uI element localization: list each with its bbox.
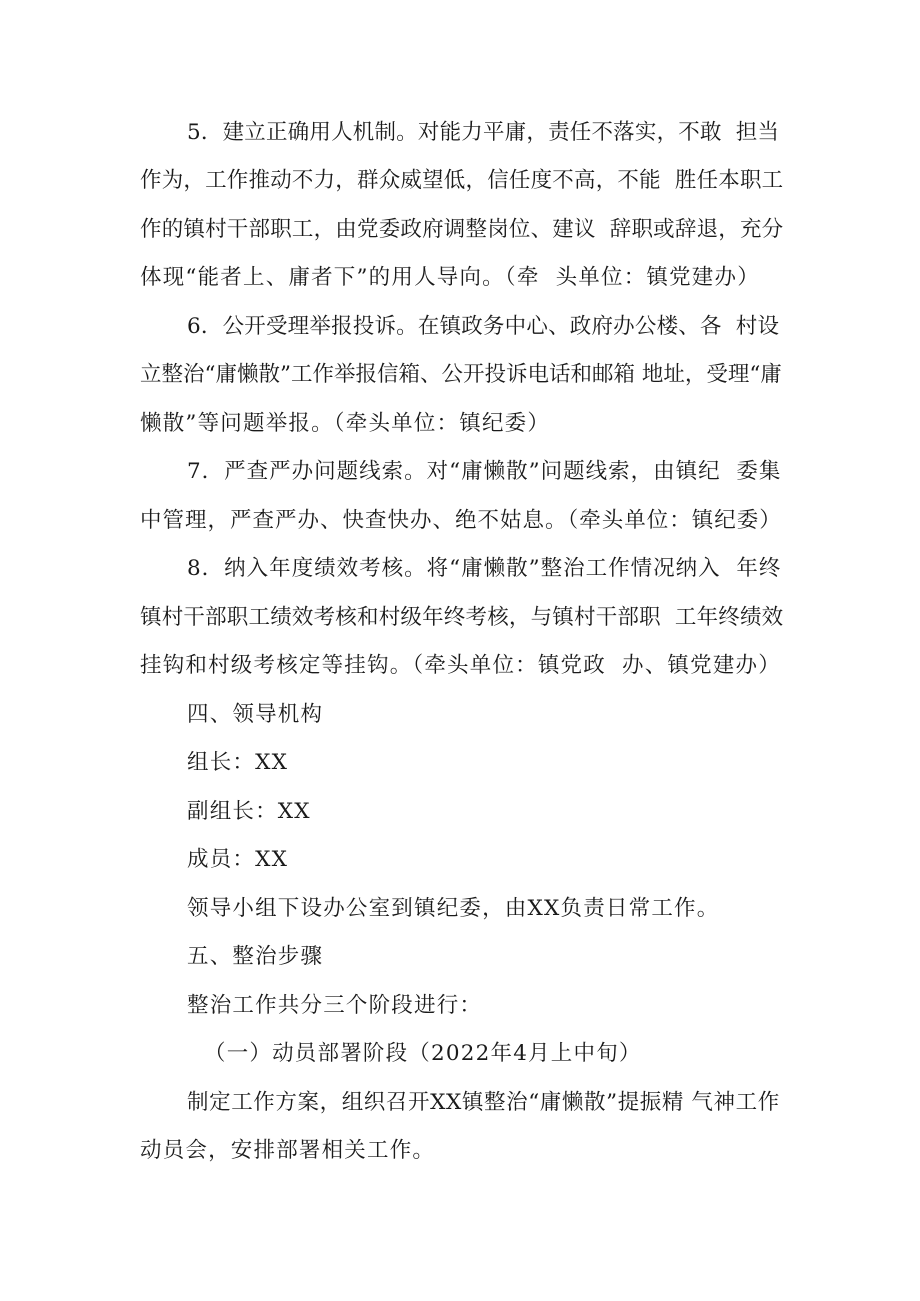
item-8-line-1: 8．纳入年度绩效考核。将“庸懒散”整治工作情况纳入 年终 <box>187 556 782 581</box>
item-5-line-3: 作的镇村干部职工，由党委政府调整岗位、建议 辞职或辞退，充分 <box>140 217 784 242</box>
members-line: 成员：XX <box>187 847 289 872</box>
item-5-line-2: 作为，工作推动不力，群众威望低，信任度不高，不能 胜任本职工 <box>140 168 784 193</box>
item-7-line-2: 中管理，严查严办、快查快办、绝不姑息。（牵头单位：镇纪委） <box>140 508 782 533</box>
item-6-line-1: 6．公开受理举报投诉。在镇政务中心、政府办公楼、各 村设 <box>187 314 780 339</box>
phase-1-body-line-2: 动员会，安排部署相关工作。 <box>140 1138 436 1163</box>
section-4-heading: 四、领导机构 <box>187 702 324 727</box>
item-5-line-1: 5．建立正确用人机制。对能力平庸，责任不落实，不敢 担当 <box>187 120 780 145</box>
leader-line: 组长：XX <box>187 750 289 775</box>
item-5-line-4: 体现“能者上、庸者下”的用人导向。（牵 头单位：镇党建办） <box>140 265 760 290</box>
phase-1-heading: （一）动员部署阶段（2022年4月上中旬） <box>204 1041 642 1066</box>
phases-intro: 整治工作共分三个阶段进行： <box>187 993 483 1018</box>
office-note: 领导小组下设办公室到镇纪委，由XX负责日常工作。 <box>187 896 720 921</box>
phase-1-body-line-1: 制定工作方案，组织召开XX镇整治“庸懒散”提振精 气神工作 <box>187 1090 780 1115</box>
item-8-line-3: 挂钩和村级考核定等挂钩。（牵头单位：镇党政 办、镇党建办） <box>140 653 781 678</box>
item-6-line-2: 立整治“庸懒散”工作举报信箱、公开投诉电话和邮箱 地址，受理“庸 <box>140 362 782 387</box>
section-5-heading: 五、整治步骤 <box>187 944 324 969</box>
deputy-leader-line: 副组长：XX <box>187 799 311 824</box>
item-6-line-3: 懒散”等问题举报。（牵头单位：镇纪委） <box>140 411 551 436</box>
item-8-line-2: 镇村干部职工绩效考核和村级年终考核，与镇村干部职 工年终绩效 <box>140 605 784 630</box>
item-7-line-1: 7．严查严办问题线索。对“庸懒散”问题线索，由镇纪 委集 <box>187 459 782 484</box>
